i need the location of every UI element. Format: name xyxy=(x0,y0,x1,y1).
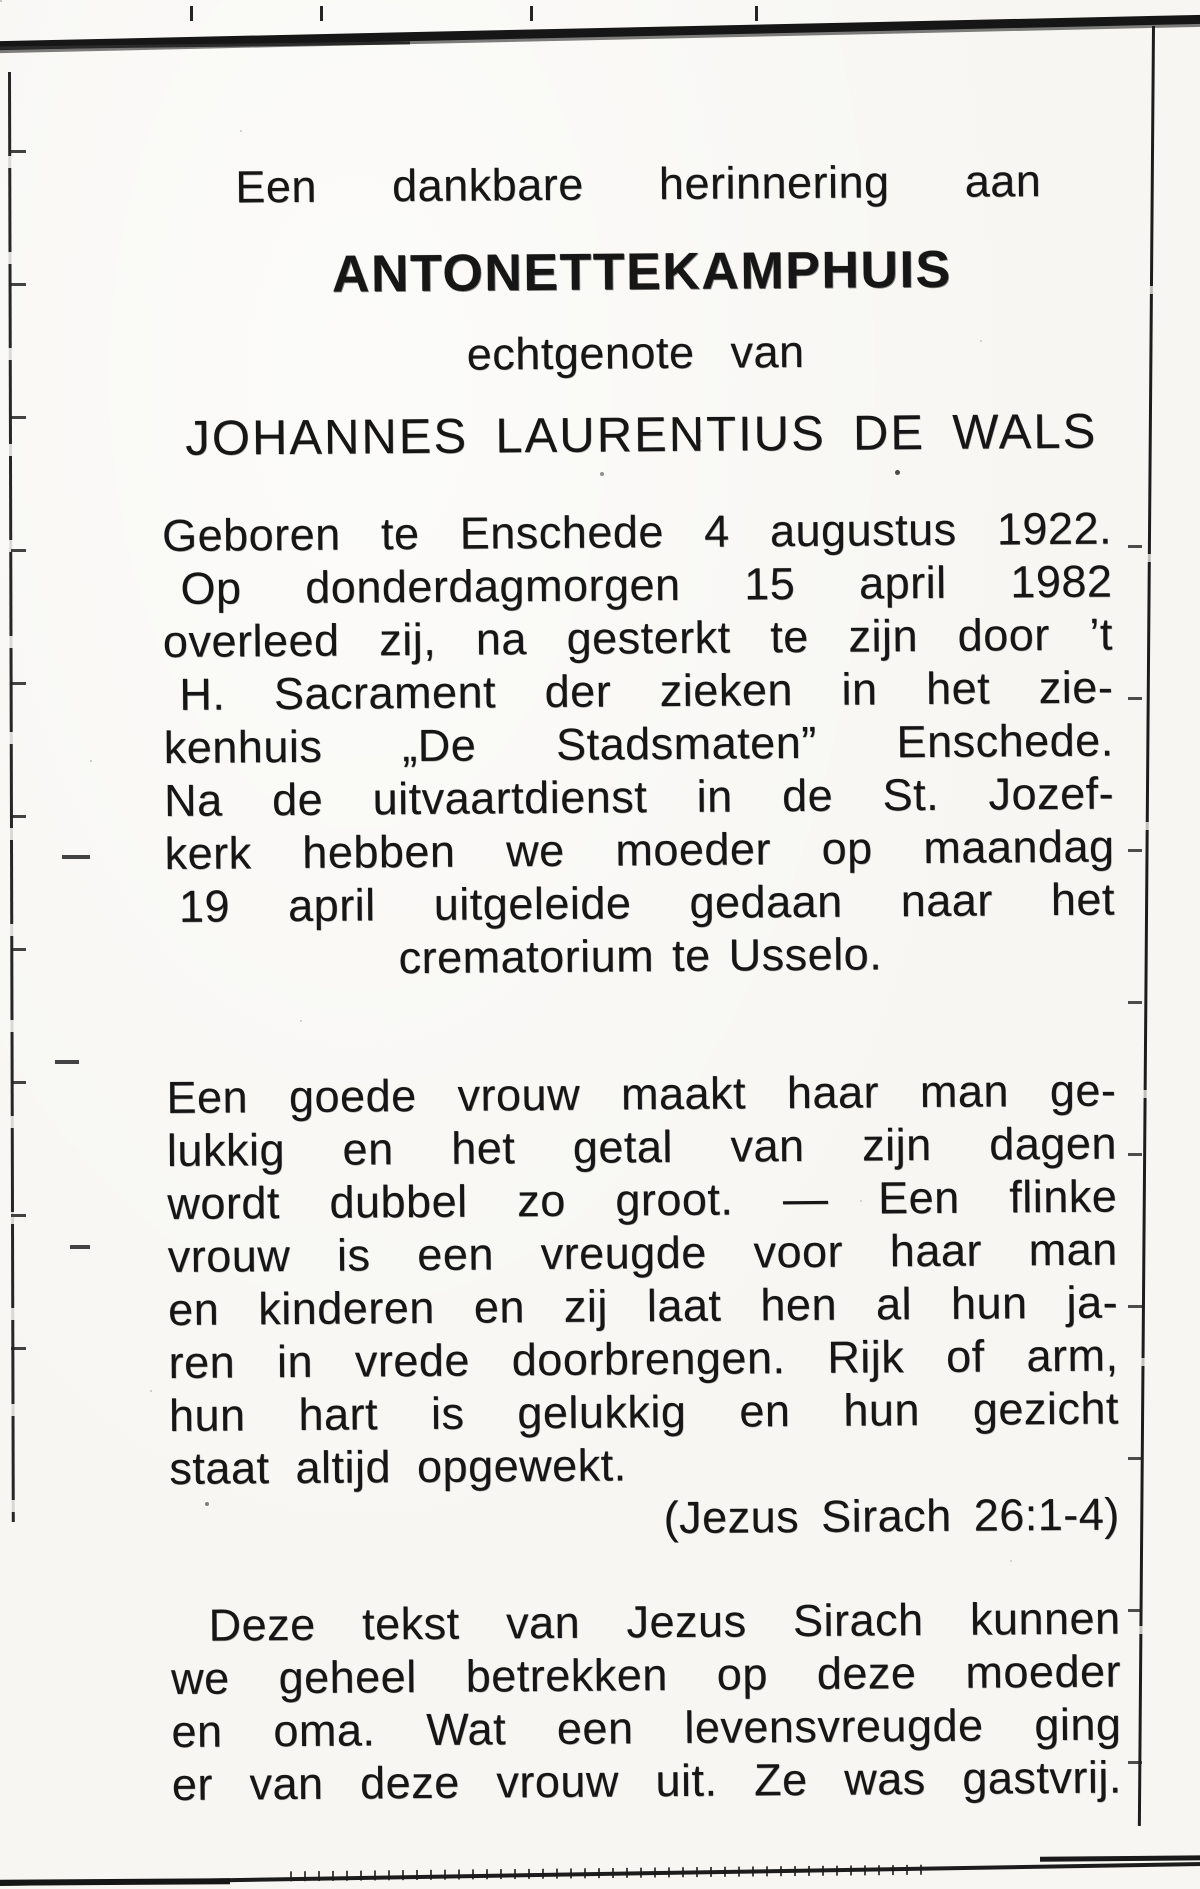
text-line xyxy=(168,1329,1118,1389)
word: het xyxy=(925,662,991,714)
text-line xyxy=(163,661,1113,721)
text-line xyxy=(164,820,1114,880)
word: op xyxy=(716,1648,769,1700)
word: JOHANNES xyxy=(185,409,469,466)
word: april xyxy=(858,556,947,609)
card-border-bottom-fragment xyxy=(0,1878,230,1886)
word: hebben xyxy=(302,825,456,878)
word: zieken xyxy=(659,664,794,717)
word: en xyxy=(171,1705,223,1757)
word: 26:1-4) xyxy=(973,1488,1121,1541)
word: Geboren xyxy=(161,508,341,561)
word: naar xyxy=(900,874,994,927)
word: vrouw xyxy=(457,1068,581,1121)
word: ge- xyxy=(1049,1064,1117,1117)
word: DE xyxy=(852,406,926,461)
word: lukkig xyxy=(166,1124,286,1176)
word: Een xyxy=(877,1171,960,1224)
word: Een xyxy=(166,1071,249,1123)
word: Na xyxy=(163,774,223,826)
word: arm, xyxy=(1026,1329,1119,1382)
word: vreugde xyxy=(540,1226,707,1280)
word: Rijk xyxy=(827,1331,905,1383)
word: gastvrij. xyxy=(962,1751,1123,1804)
paragraph-scripture xyxy=(166,1064,1120,1548)
word: — xyxy=(782,1172,829,1225)
word: hart xyxy=(298,1388,379,1440)
text-line xyxy=(169,1382,1119,1442)
word: moeder xyxy=(965,1645,1122,1698)
word: is xyxy=(336,1229,371,1281)
word: 1922. xyxy=(996,502,1113,555)
text-line xyxy=(169,1435,1119,1495)
text-line xyxy=(165,926,1115,986)
word: haar xyxy=(786,1066,880,1119)
word: in xyxy=(841,663,878,715)
word: hun xyxy=(950,1277,1028,1329)
word: haar xyxy=(889,1224,983,1277)
word: in xyxy=(276,1335,314,1388)
word: KAMPHUIS xyxy=(662,240,952,302)
word: gedaan xyxy=(689,875,843,928)
word: een xyxy=(417,1228,495,1281)
paragraph-tribute xyxy=(170,1592,1122,1811)
word: Enschede. xyxy=(896,714,1114,768)
word: Usselo. xyxy=(728,928,883,981)
word: „De xyxy=(402,719,477,772)
word: hun xyxy=(168,1389,246,1441)
word: 15 xyxy=(744,558,796,610)
deceased-name xyxy=(160,239,1110,306)
word: zie- xyxy=(1038,661,1114,714)
word: maandag xyxy=(923,820,1115,874)
word: staat xyxy=(169,1442,270,1494)
text-line xyxy=(170,1488,1120,1548)
word: ja- xyxy=(1066,1276,1119,1328)
word: Op xyxy=(180,562,242,614)
scan-artifact xyxy=(55,1060,79,1064)
text-line xyxy=(168,1223,1118,1283)
word: kinderen xyxy=(258,1281,436,1335)
word: en xyxy=(473,1281,526,1333)
word: ging xyxy=(1034,1698,1122,1751)
relation-line xyxy=(160,323,1110,383)
word: augustus xyxy=(769,503,957,557)
word: uitgeleide xyxy=(433,877,632,930)
scan-artifact xyxy=(70,1245,90,1249)
word: het xyxy=(450,1122,516,1174)
word: het xyxy=(1050,873,1116,926)
word: vrede xyxy=(354,1334,471,1387)
word: van xyxy=(249,1757,324,1810)
word: ren xyxy=(168,1336,236,1388)
word: geheel xyxy=(278,1651,417,1704)
word: Jozef- xyxy=(988,767,1115,820)
word: (Jezus xyxy=(663,1491,800,1544)
word: na xyxy=(475,613,528,665)
word: april xyxy=(287,879,376,932)
word: der xyxy=(544,665,612,717)
word: een xyxy=(556,1702,634,1754)
text-line xyxy=(167,1170,1117,1230)
word: door xyxy=(957,609,1050,661)
word: vrouw xyxy=(167,1230,291,1282)
word: betrekken xyxy=(465,1649,669,1702)
scan-artifact xyxy=(11,150,26,1480)
word: gelukkig xyxy=(517,1385,687,1439)
text-line xyxy=(171,1697,1121,1757)
word: 4 xyxy=(703,505,730,557)
word: Ze xyxy=(753,1753,808,1806)
word: gesterkt xyxy=(566,611,731,664)
word: dagen xyxy=(989,1117,1118,1170)
word: te xyxy=(770,610,810,663)
word: Sirach xyxy=(792,1594,924,1647)
word: uit. xyxy=(655,1754,718,1807)
paragraph-obituary xyxy=(162,502,1116,986)
word: we xyxy=(505,824,565,877)
word: levensvreugde xyxy=(684,1699,984,1753)
word: 1982 xyxy=(1010,555,1113,608)
word: dankbare xyxy=(391,158,584,212)
word: zijn xyxy=(848,610,919,662)
text-line xyxy=(162,502,1112,562)
word: Enschede xyxy=(459,506,665,559)
card-content xyxy=(158,0,1122,1811)
text-line xyxy=(164,714,1114,774)
word: was xyxy=(844,1753,926,1805)
word: en xyxy=(167,1283,220,1335)
word: van xyxy=(505,1596,581,1649)
word: groot. xyxy=(615,1173,734,1226)
word: op xyxy=(821,822,873,874)
word: kerk xyxy=(164,827,252,879)
text-line xyxy=(167,1117,1117,1177)
word: al xyxy=(875,1278,913,1330)
word: laat xyxy=(646,1279,722,1332)
word: overleed xyxy=(162,614,340,667)
text-line xyxy=(163,608,1113,668)
card-border-bottom-fragment xyxy=(1040,1855,1200,1861)
word: aan xyxy=(964,155,1042,207)
word: man xyxy=(1028,1223,1118,1276)
word: de xyxy=(271,773,324,826)
word: in xyxy=(696,770,733,822)
word: te xyxy=(671,929,711,982)
word: ’t xyxy=(1089,608,1114,660)
memorial-intro-line xyxy=(159,154,1109,214)
word: H. xyxy=(179,668,226,720)
word: crematorium xyxy=(398,930,655,984)
word: wordt xyxy=(167,1177,281,1229)
word: hun xyxy=(843,1384,921,1436)
word: gezicht xyxy=(972,1382,1120,1435)
word: doorbrengen. xyxy=(511,1332,786,1386)
spouse-name xyxy=(161,403,1111,468)
text-line xyxy=(168,1276,1118,1336)
text-line xyxy=(165,873,1115,933)
scan-artifact xyxy=(290,1865,930,1882)
scan-noise xyxy=(0,0,2,2)
word: Een xyxy=(235,160,318,213)
word: herinnering xyxy=(658,156,890,210)
word: opgewekt. xyxy=(416,1439,627,1493)
word: hen xyxy=(760,1278,838,1331)
word: voor xyxy=(753,1225,844,1278)
word: tekst xyxy=(361,1597,460,1650)
word: en xyxy=(739,1385,791,1437)
word: oma. xyxy=(273,1704,376,1757)
word: zo xyxy=(517,1174,566,1227)
word: zij xyxy=(563,1280,609,1332)
word: de xyxy=(781,769,834,822)
word: vrouw xyxy=(496,1755,620,1808)
word: is xyxy=(430,1387,465,1439)
text-line xyxy=(166,1064,1116,1124)
word: deze xyxy=(816,1647,917,1699)
word: Deze xyxy=(208,1598,316,1651)
word: uitvaartdienst xyxy=(372,771,648,825)
word: kunnen xyxy=(969,1592,1121,1645)
word: van xyxy=(730,325,805,378)
word: deze xyxy=(359,1756,460,1809)
word: maakt xyxy=(620,1067,747,1120)
word: kenhuis xyxy=(163,720,323,773)
word: of xyxy=(945,1330,985,1382)
text-line xyxy=(172,1750,1122,1810)
word: Jezus xyxy=(626,1595,747,1648)
word: Sacrament xyxy=(273,666,497,720)
scan-artifact xyxy=(62,855,90,859)
word: te xyxy=(380,507,420,560)
text-line xyxy=(171,1645,1121,1705)
word: moeder xyxy=(615,823,772,876)
word: Sirach xyxy=(820,1489,952,1542)
word: ANTONETTE xyxy=(331,243,663,304)
word: en xyxy=(342,1123,394,1175)
word: flinke xyxy=(1009,1170,1118,1223)
text-line xyxy=(162,555,1112,615)
word: getal xyxy=(572,1121,674,1173)
word: Wat xyxy=(426,1703,507,1755)
word: LAURENTIUS xyxy=(495,406,826,464)
word: van xyxy=(730,1119,805,1172)
text-line xyxy=(164,767,1114,827)
word: man xyxy=(919,1065,1010,1118)
word: altijd xyxy=(295,1441,392,1493)
word: dubbel xyxy=(329,1175,468,1228)
word: we xyxy=(170,1652,230,1704)
word: St. xyxy=(882,768,940,821)
word: goede xyxy=(288,1070,417,1123)
scan-artifact xyxy=(1128,545,1142,1855)
word: zijn xyxy=(861,1118,932,1171)
word: zij, xyxy=(379,613,437,666)
word: WALS xyxy=(952,404,1098,460)
word: echtgenote xyxy=(466,326,695,380)
word: er xyxy=(171,1758,214,1810)
word: donderdagmorgen xyxy=(305,558,681,613)
word: Stadsmaten” xyxy=(555,716,817,770)
word: 19 xyxy=(178,880,231,932)
text-line xyxy=(170,1592,1120,1652)
